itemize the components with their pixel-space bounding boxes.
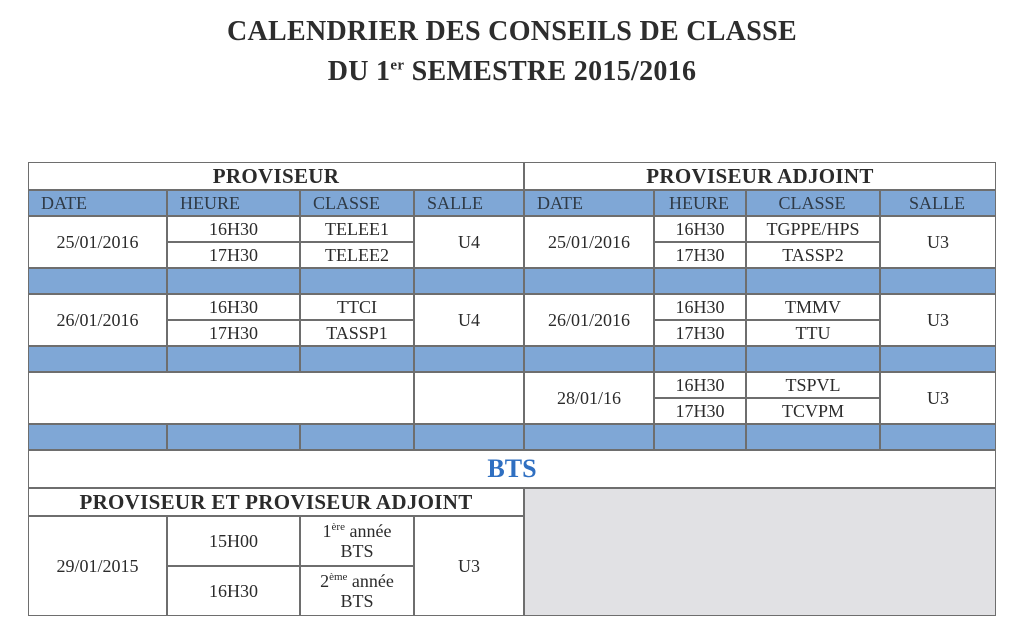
proviseur-heure-cell: 16H30	[167, 294, 300, 320]
spacer-cell	[167, 268, 300, 294]
bts-title: BTS	[28, 450, 996, 488]
adjoint-col-salle: SALLE	[880, 190, 996, 216]
bts-classe-cell: 1ère année BTS	[300, 516, 414, 566]
proviseur-col-date: DATE	[28, 190, 167, 216]
spacer-cell	[880, 424, 996, 450]
adjoint-heure-cell: 16H30	[654, 216, 746, 242]
proviseur-col-classe: CLASSE	[300, 190, 414, 216]
adjoint-classe-cell: TGPPE/HPS	[746, 216, 880, 242]
bts-header: PROVISEUR ET PROVISEUR ADJOINT	[28, 488, 524, 516]
proviseur-classe-cell: TTCI	[300, 294, 414, 320]
empty-cell	[414, 372, 524, 424]
proviseur-classe-cell: TASSP1	[300, 320, 414, 346]
spacer-cell	[414, 424, 524, 450]
adjoint-salle-cell: U3	[880, 216, 996, 268]
spacer-cell	[167, 424, 300, 450]
spacer-cell	[746, 346, 880, 372]
spacer-cell	[654, 268, 746, 294]
proviseur-col-salle: SALLE	[414, 190, 524, 216]
adjoint-date-cell: 26/01/2016	[524, 294, 654, 346]
proviseur-col-heure: HEURE	[167, 190, 300, 216]
spacer-cell	[746, 424, 880, 450]
spacer-cell	[28, 424, 167, 450]
adjoint-col-heure: HEURE	[654, 190, 746, 216]
spacer-cell	[300, 268, 414, 294]
adjoint-salle-cell: U3	[880, 294, 996, 346]
spacer-cell	[880, 268, 996, 294]
proviseur-classe-cell: TELEE2	[300, 242, 414, 268]
spacer-cell	[880, 346, 996, 372]
proviseur-adjoint-header: PROVISEUR ADJOINT	[524, 162, 996, 190]
adjoint-date-cell: 28/01/16	[524, 372, 654, 424]
adjoint-classe-cell: TCVPM	[746, 398, 880, 424]
bts-empty-area	[524, 488, 996, 616]
adjoint-col-date: DATE	[524, 190, 654, 216]
bts-salle-cell: U3	[414, 516, 524, 616]
bts-date-cell: 29/01/2015	[28, 516, 167, 616]
spacer-cell	[167, 346, 300, 372]
proviseur-date-cell: 26/01/2016	[28, 294, 167, 346]
spacer-cell	[28, 268, 167, 294]
spacer-cell	[300, 424, 414, 450]
adjoint-heure-cell: 16H30	[654, 294, 746, 320]
adjoint-classe-cell: TSPVL	[746, 372, 880, 398]
spacer-cell	[28, 346, 167, 372]
proviseur-salle-cell: U4	[414, 216, 524, 268]
spacer-cell	[654, 346, 746, 372]
spacer-cell	[414, 346, 524, 372]
spacer-cell	[746, 268, 880, 294]
proviseur-heure-cell: 16H30	[167, 216, 300, 242]
adjoint-col-classe: CLASSE	[746, 190, 880, 216]
document-title: CALENDRIER DES CONSEILS DE CLASSE	[226, 16, 798, 47]
bts-heure-cell: 16H30	[167, 566, 300, 616]
spacer-cell	[524, 424, 654, 450]
proviseur-heure-cell: 17H30	[167, 242, 300, 268]
adjoint-heure-cell: 17H30	[654, 242, 746, 268]
adjoint-heure-cell: 16H30	[654, 372, 746, 398]
adjoint-heure-cell: 17H30	[654, 398, 746, 424]
proviseur-classe-cell: TELEE1	[300, 216, 414, 242]
document-subtitle: DU 1er SEMESTRE 2015/2016	[327, 56, 697, 87]
proviseur-date-cell: 25/01/2016	[28, 216, 167, 268]
empty-cell	[28, 372, 414, 424]
spacer-cell	[524, 268, 654, 294]
spacer-cell	[654, 424, 746, 450]
adjoint-heure-cell: 17H30	[654, 320, 746, 346]
spacer-cell	[414, 268, 524, 294]
bts-heure-cell: 15H00	[167, 516, 300, 566]
adjoint-date-cell: 25/01/2016	[524, 216, 654, 268]
proviseur-heure-cell: 17H30	[167, 320, 300, 346]
adjoint-classe-cell: TASSP2	[746, 242, 880, 268]
adjoint-classe-cell: TTU	[746, 320, 880, 346]
spacer-cell	[300, 346, 414, 372]
proviseur-header: PROVISEUR	[28, 162, 524, 190]
spacer-cell	[524, 346, 654, 372]
proviseur-salle-cell: U4	[414, 294, 524, 346]
bts-classe-cell: 2ème année BTS	[300, 566, 414, 616]
adjoint-salle-cell: U3	[880, 372, 996, 424]
adjoint-classe-cell: TMMV	[746, 294, 880, 320]
